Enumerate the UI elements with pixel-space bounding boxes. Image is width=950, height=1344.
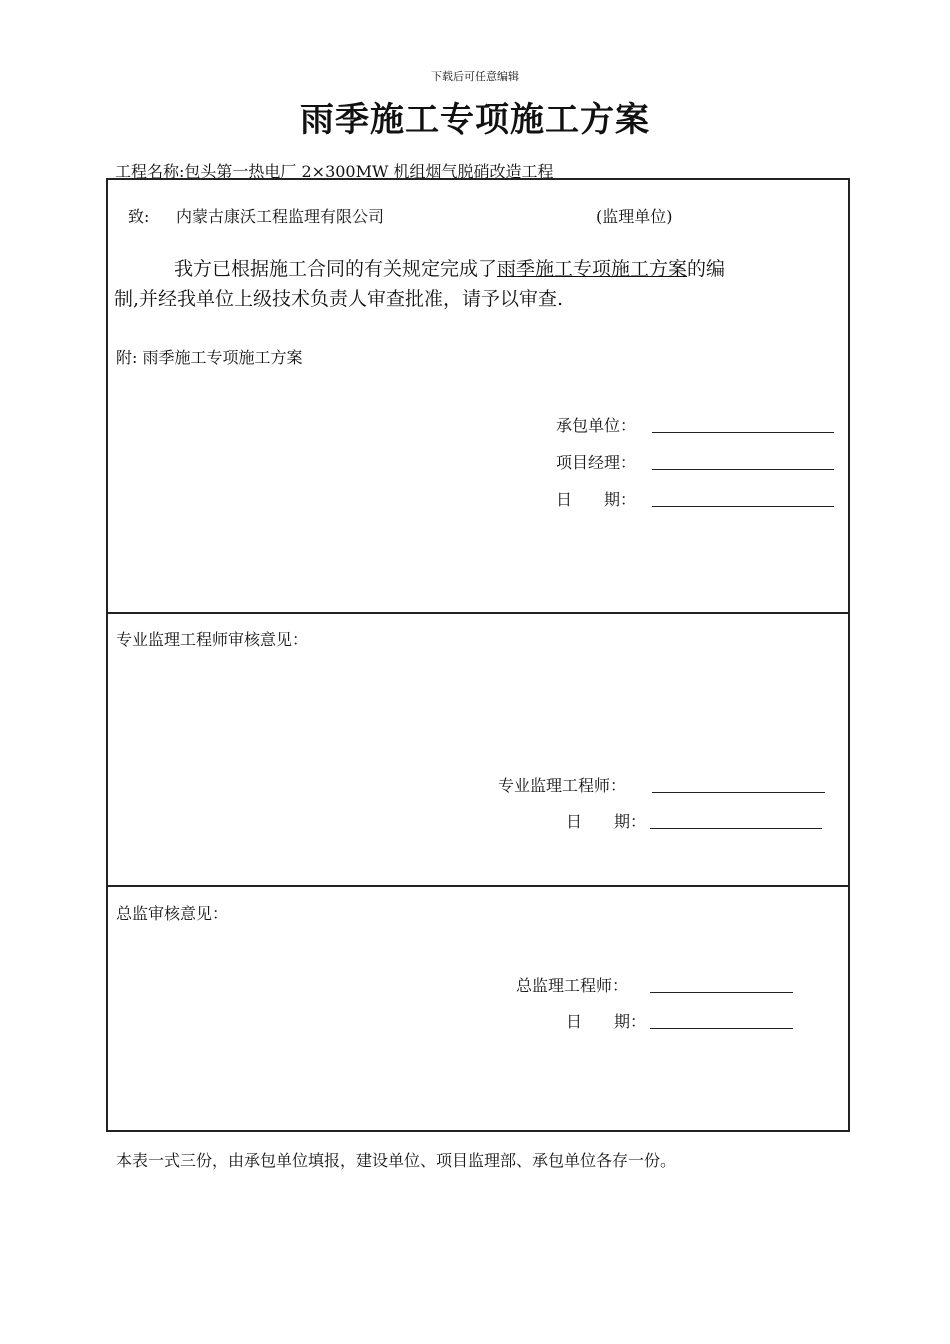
plan-name: 雨季施工专项施工方案 [497, 258, 688, 280]
date-field-1[interactable] [652, 506, 834, 507]
chief-label: 总监理工程师： [516, 976, 629, 995]
attachment: 附: 雨季施工专项施工方案 [116, 348, 303, 367]
section-divider-1 [108, 612, 848, 614]
engineer-opinion-heading: 专业监理工程师审核意见： [116, 630, 309, 649]
manager-signature-field[interactable] [652, 469, 834, 470]
form-frame [106, 178, 850, 1132]
chief-signature-field[interactable] [650, 992, 793, 993]
engineer-label: 专业监理工程师： [498, 776, 627, 795]
date-label-1: 日 期： [556, 490, 637, 509]
body-line-1 [174, 254, 725, 284]
date-label-2: 日 期： [566, 812, 647, 831]
to-label: 致: [128, 207, 150, 226]
body-suffix: 的编 [687, 258, 726, 280]
contractor-signature-field[interactable] [652, 432, 834, 433]
section-divider-2 [108, 885, 848, 887]
project-name: 工程名称:包头第一热电厂 2×300MW 机组烟气脱硝改造工程 [115, 162, 554, 181]
date-field-3[interactable] [650, 1028, 793, 1029]
contractor-label: 承包单位： [556, 416, 637, 435]
footer-note: 本表一式三份，由承包单位填报，建设单位、项目监理部、承包单位各存一份。 [116, 1151, 677, 1170]
page-title: 雨季施工专项施工方案 [300, 100, 650, 140]
body-prefix: 我方已根据施工合同的有关规定完成了 [174, 258, 498, 280]
engineer-signature-field[interactable] [652, 792, 825, 793]
to-role: (监理单位) [596, 207, 673, 226]
chief-opinion-heading: 总监审核意见： [116, 904, 229, 923]
body-line-2: 制,并经我单位上级技术负责人审查批准，请予以审查. [114, 288, 564, 310]
top-note: 下载后可任意编辑 [431, 70, 519, 83]
manager-label: 项目经理： [556, 453, 637, 472]
to-organization: 内蒙古康沃工程监理有限公司 [176, 207, 385, 226]
date-field-2[interactable] [650, 828, 822, 829]
date-label-3: 日 期： [566, 1012, 647, 1031]
